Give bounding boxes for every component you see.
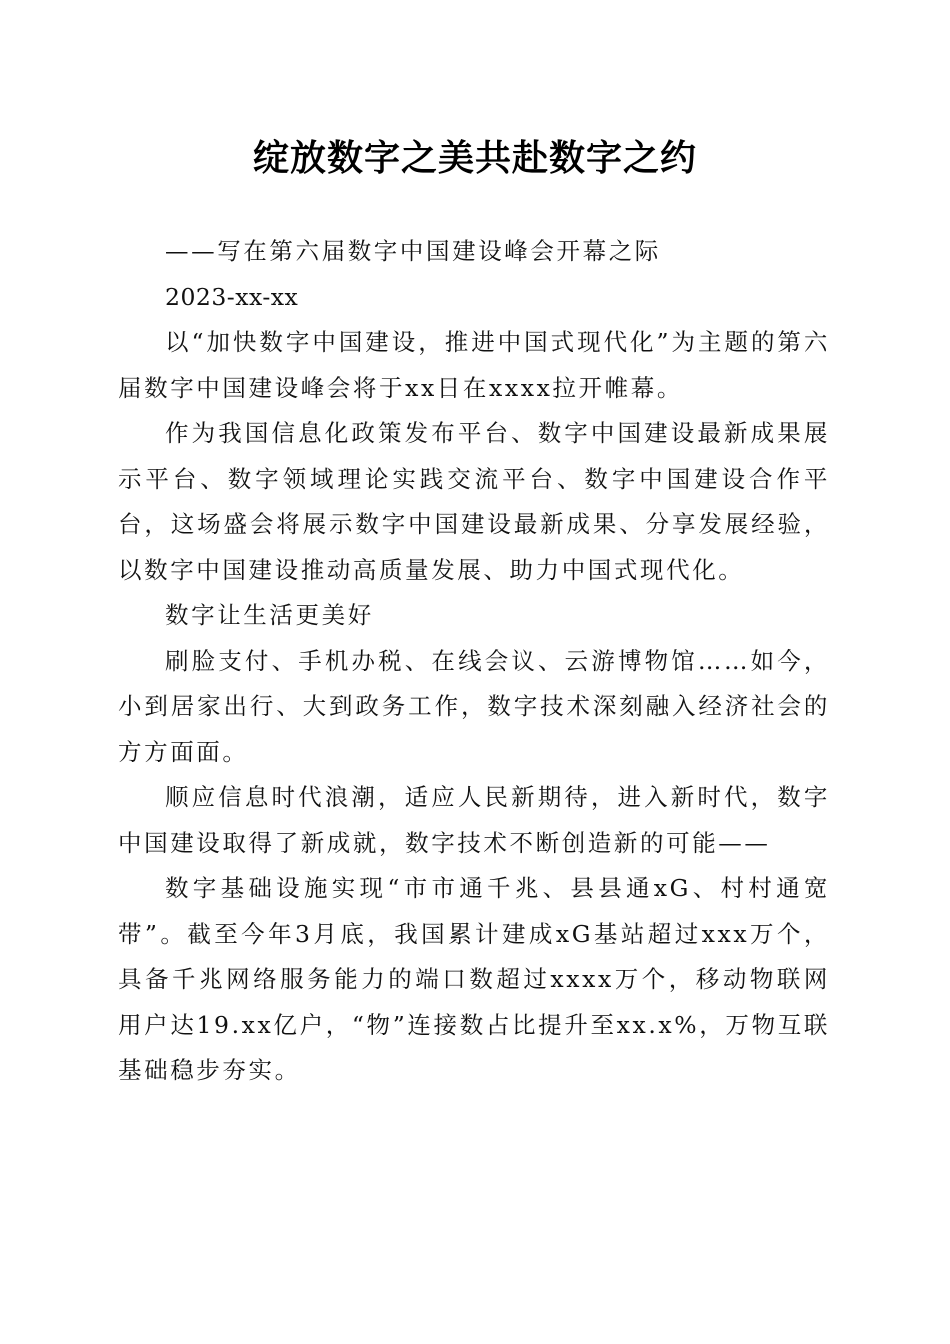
publish-date: 2023-xx-xx <box>165 282 299 311</box>
paragraph: 顺应信息时代浪潮，适应人民新期待，进入新时代，数字中国建设取得了新成就，数字技术不断创造新的可能—— <box>118 783 830 857</box>
paragraph: 数字基础设施实现“市市通千兆、县县通xG、村村通宽带”。截至今年3月底，我国累计建成xG基站超过xxx万个，具备千兆网络服务能力的端口数超过xxxx万个，移动物联网用户达19.xx亿户，“物”连接数占比提升至xx.x%，万物互联基础稳步夯实。 <box>118 874 830 1084</box>
document-body <box>118 229 830 1094</box>
paragraph: 作为我国信息化政策发布平台、数字中国建设最新成果展示平台、数字领域理论实践交流平台、数字中国建设合作平台，这场盛会将展示数字中国建设最新成果、分享发展经验，以数字中国建设推动高质量发展、助力中国式现代化。 <box>118 419 830 584</box>
section-heading: 数字让生活更美好 <box>165 601 374 629</box>
document-title: 绽放数字之美共赴数字之约 <box>252 137 697 179</box>
subtitle: ——写在第六届数字中国建设峰会开幕之际 <box>165 237 661 265</box>
paragraph: 刷脸支付、手机办税、在线会议、云游博物馆……如今，小到居家出行、大到政务工作，数字技术深刻融入经济社会的方方面面。 <box>118 646 830 766</box>
paragraph: 以“加快数字中国建设，推进中国式现代化”为主题的第六届数字中国建设峰会将于xx日在xxxx拉开帷幕。 <box>118 328 830 402</box>
